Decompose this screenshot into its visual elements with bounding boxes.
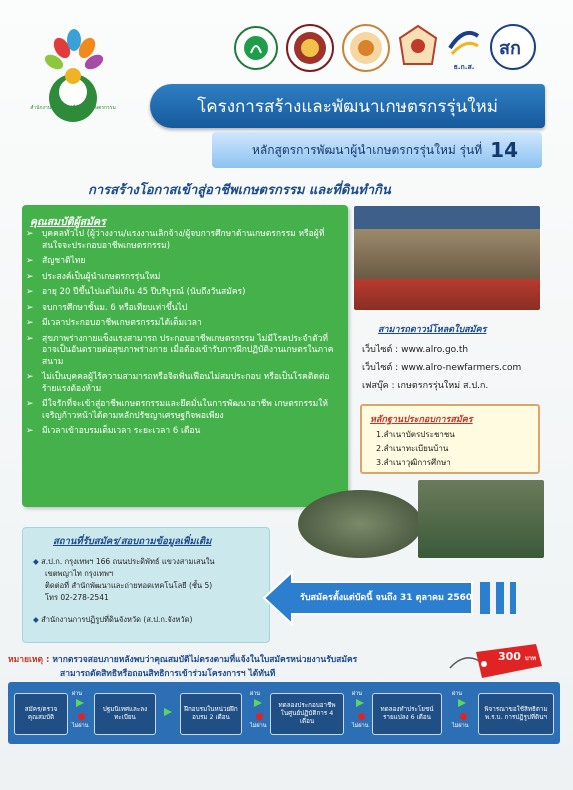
pass-label: ผ่าน (250, 691, 261, 697)
documents-box (360, 404, 540, 474)
deadline-text: รับสมัครตั้งแต่บัดนี้ จนถึง 31 ตุลาคม 2560 (300, 593, 473, 603)
download-website-1: เว็บไซต์ : www.alro.go.th (362, 345, 469, 355)
partner-logo-3-icon (342, 24, 390, 72)
fail-label: ไม่ผ่าน (352, 723, 369, 729)
project-title-banner: โครงการสร้างและพัฒนาเกษตรกรรุ่นใหม่ (150, 84, 545, 128)
activity-photo-2 (418, 480, 544, 558)
qualification-item: ➢ จบการศึกษาชั้นม. 6 หรือเทียบเท่าขึ้นไป (26, 303, 342, 315)
document-item: 3.สำเนาวุฒิการศึกษา (376, 458, 451, 467)
partner-logo-6-icon (490, 24, 536, 70)
process-step-4: ทดลองประกอบอาชีพ ในศูนย์ปฏิบัติการ 4 เดือน (270, 693, 344, 735)
partner-logo-4-icon (397, 24, 439, 68)
alro-logo-caption: สำนักงานการปฏิรูปที่ดินเพื่อเกษตรกรรม (30, 105, 116, 111)
qualification-item: ➢ ไม่เป็นบุคคลผู้ไร้ความสามารถหรือจิตฟั่นเฟือนไม่สมประกอบ หรือเป็นโรคติดต่อ ร้ายแรงต้องห้าม (26, 372, 342, 395)
qualifications-list (22, 229, 348, 442)
contact-line: ◆ ส.ป.ก. กรุงเทพฯ 166 ถนนประดิพัทธ์ แขวงสามเสนใน (33, 557, 215, 566)
contact-line: เขตพญาไท กรุงเทพฯ (45, 569, 114, 578)
qualification-item: ➢ สุขภาพร่างกายแข็งแรงสามารถ ประกอบอาชีพเกษตรกรรม ไม่มีโรคประจำตัวที่อาจเป็นอันตรายต่อสุขภาพร่างกาย เมื่อต้องเข้ารับการฝึกปฏิบัติงานเกษตรในภาคสนาม (26, 334, 342, 369)
slogan-text: การสร้างโอกาสเข้าสู่อาชีพเกษตรกรรม และที่ดินทำกิน (88, 183, 391, 198)
group-photo (354, 206, 540, 310)
fail-dot-icon (460, 713, 467, 720)
partner-logo-1-icon (234, 26, 278, 70)
documents-title: หลักฐานประกอบการสมัคร (370, 415, 473, 425)
fail-label: ไม่ผ่าน (72, 723, 89, 729)
facebook-link[interactable]: เกษตรกรรุ่นใหม่ ส.ป.ก. (397, 381, 489, 391)
process-step-2: ปฐมนิเทศและลงทะเบียน (94, 693, 156, 735)
qualifications-title: คุณสมบัติผู้สมัคร (30, 216, 106, 228)
pass-arrow-icon (458, 699, 466, 707)
activity-photo-1 (298, 490, 422, 558)
pass-label: ผ่าน (72, 691, 83, 697)
fail-label: ไม่ผ่าน (452, 723, 469, 729)
fail-dot-icon (256, 713, 263, 720)
contact-line: ติดต่อที่ สำนักพัฒนาและถ่ายทอดเทคโนโลยี (ชั้น 5) (45, 581, 213, 590)
document-item: 2.สำเนาทะเบียนบ้าน (376, 444, 449, 453)
contact-line: ◆ สำนักงานการปฏิรูปที่ดินจังหวัด (ส.ป.ก.จังหวัด) (33, 615, 193, 624)
contact-box (22, 527, 270, 643)
pass-label: ผ่าน (352, 691, 363, 697)
pass-arrow-icon (356, 699, 364, 707)
note-label: หมายเหตุ : (8, 655, 50, 665)
process-step-3: ฝึกอบรมในหน่วยฝึกอบรม 2 เดือน (180, 693, 242, 735)
course-banner (212, 132, 542, 168)
qualifications-panel (22, 205, 348, 507)
website-link[interactable]: www.alro.go.th (401, 345, 469, 355)
fail-dot-icon (358, 713, 365, 720)
website-link[interactable]: www.alro-newfarmers.com (401, 363, 522, 373)
pass-arrow-icon (76, 699, 84, 707)
qualification-item: ➢ มีเวลาประกอบอาชีพเกษตรกรรมได้เต็มเวลา (26, 318, 342, 330)
qualification-item: ➢ มีใจรักที่จะเข้าสู่อาชีพเกษตรกรรมและยึดมั่นในการพัฒนาอาชีพ เกษตรกรรมให้เจริญก้าวหน้าได้ตามหลักปรัชญาเศรษฐกิจพอเพียง (26, 399, 342, 422)
fail-label: ไม่ผ่าน (250, 723, 267, 729)
qualification-item: ➢ สัญชาติไทย (26, 256, 342, 268)
note-text: หมายเหตุ : หากตรวจสอบภายหลังพบว่าคุณสมบัติไม่ตรงตามที่แจ้งในใบสมัครหน่วยงานรับสมัคร สามารถตัดสิทธิหรือถอนสิทธิการเข้าร่วมโครงการฯ ได้ทันที (8, 655, 358, 679)
course-label: หลักสูตรการพัฒนาผู้นำเกษตรกรรุ่นใหม่ รุ่นที่ (252, 142, 483, 157)
allowance-value: 300 บาท (498, 650, 536, 663)
process-step-1: สมัคร/ตรวจคุณสมบัติ (14, 693, 68, 735)
pass-arrow-icon (164, 708, 172, 716)
contact-phone: โทร 02-278-2541 (45, 593, 109, 602)
download-facebook: เฟสบุ๊ค : เกษตรกรรุ่นใหม่ ส.ป.ก. (362, 381, 489, 391)
download-website-2: เว็บไซต์ : www.alro-newfarmers.com (362, 363, 522, 373)
partner-logo-5-icon (446, 24, 482, 70)
qualification-item: ➢ อายุ 20 ปีขึ้นไปแต่ไม่เกิน 45 ปีบริบูรณ์ (นับถึงวันสมัคร) (26, 287, 342, 299)
process-step-6: พิจารณาขอใช้สิทธิตาม พ.ร.บ. การปฏิรูปที่ดินฯ (478, 693, 554, 735)
qualification-item: ➢ บุคคลทั่วไป (ผู้ว่างงาน/แรงงานเลิกจ้าง/ผู้จบการศึกษาด้านเกษตรกรรม หรือผู้ที่สนใจจะประกอบอาชีพเกษตรกรรม) (26, 229, 342, 252)
process-step-5: ทดลองทำประโยชน์ รายแปลง 6 เดือน (372, 693, 442, 735)
download-title: สามารถดาวน์โหลดใบสมัคร (378, 325, 487, 335)
document-item: 1.สำเนาบัตรประชาชน (376, 430, 455, 439)
fail-dot-icon (78, 713, 85, 720)
pass-label: ผ่าน (452, 691, 463, 697)
svg-text:สก: สก (499, 38, 521, 59)
batch-number: 14 (490, 138, 518, 162)
partner-logo-5-caption: ธ.ก.ส. (453, 63, 475, 71)
qualification-item: ➢ มีเวลาเข้าอบรมเต็มเวลา ระยะเวลา 6 เดือน (26, 426, 342, 438)
contact-title: สถานที่รับสมัคร/สอบถามข้อมูลเพิ่มเติม (53, 536, 212, 547)
pass-arrow-icon (254, 699, 262, 707)
qualification-item: ➢ ประสงค์เป็นผู้นำเกษตรกรรุ่นใหม่ (26, 272, 342, 284)
partner-logo-2-icon (286, 24, 334, 72)
